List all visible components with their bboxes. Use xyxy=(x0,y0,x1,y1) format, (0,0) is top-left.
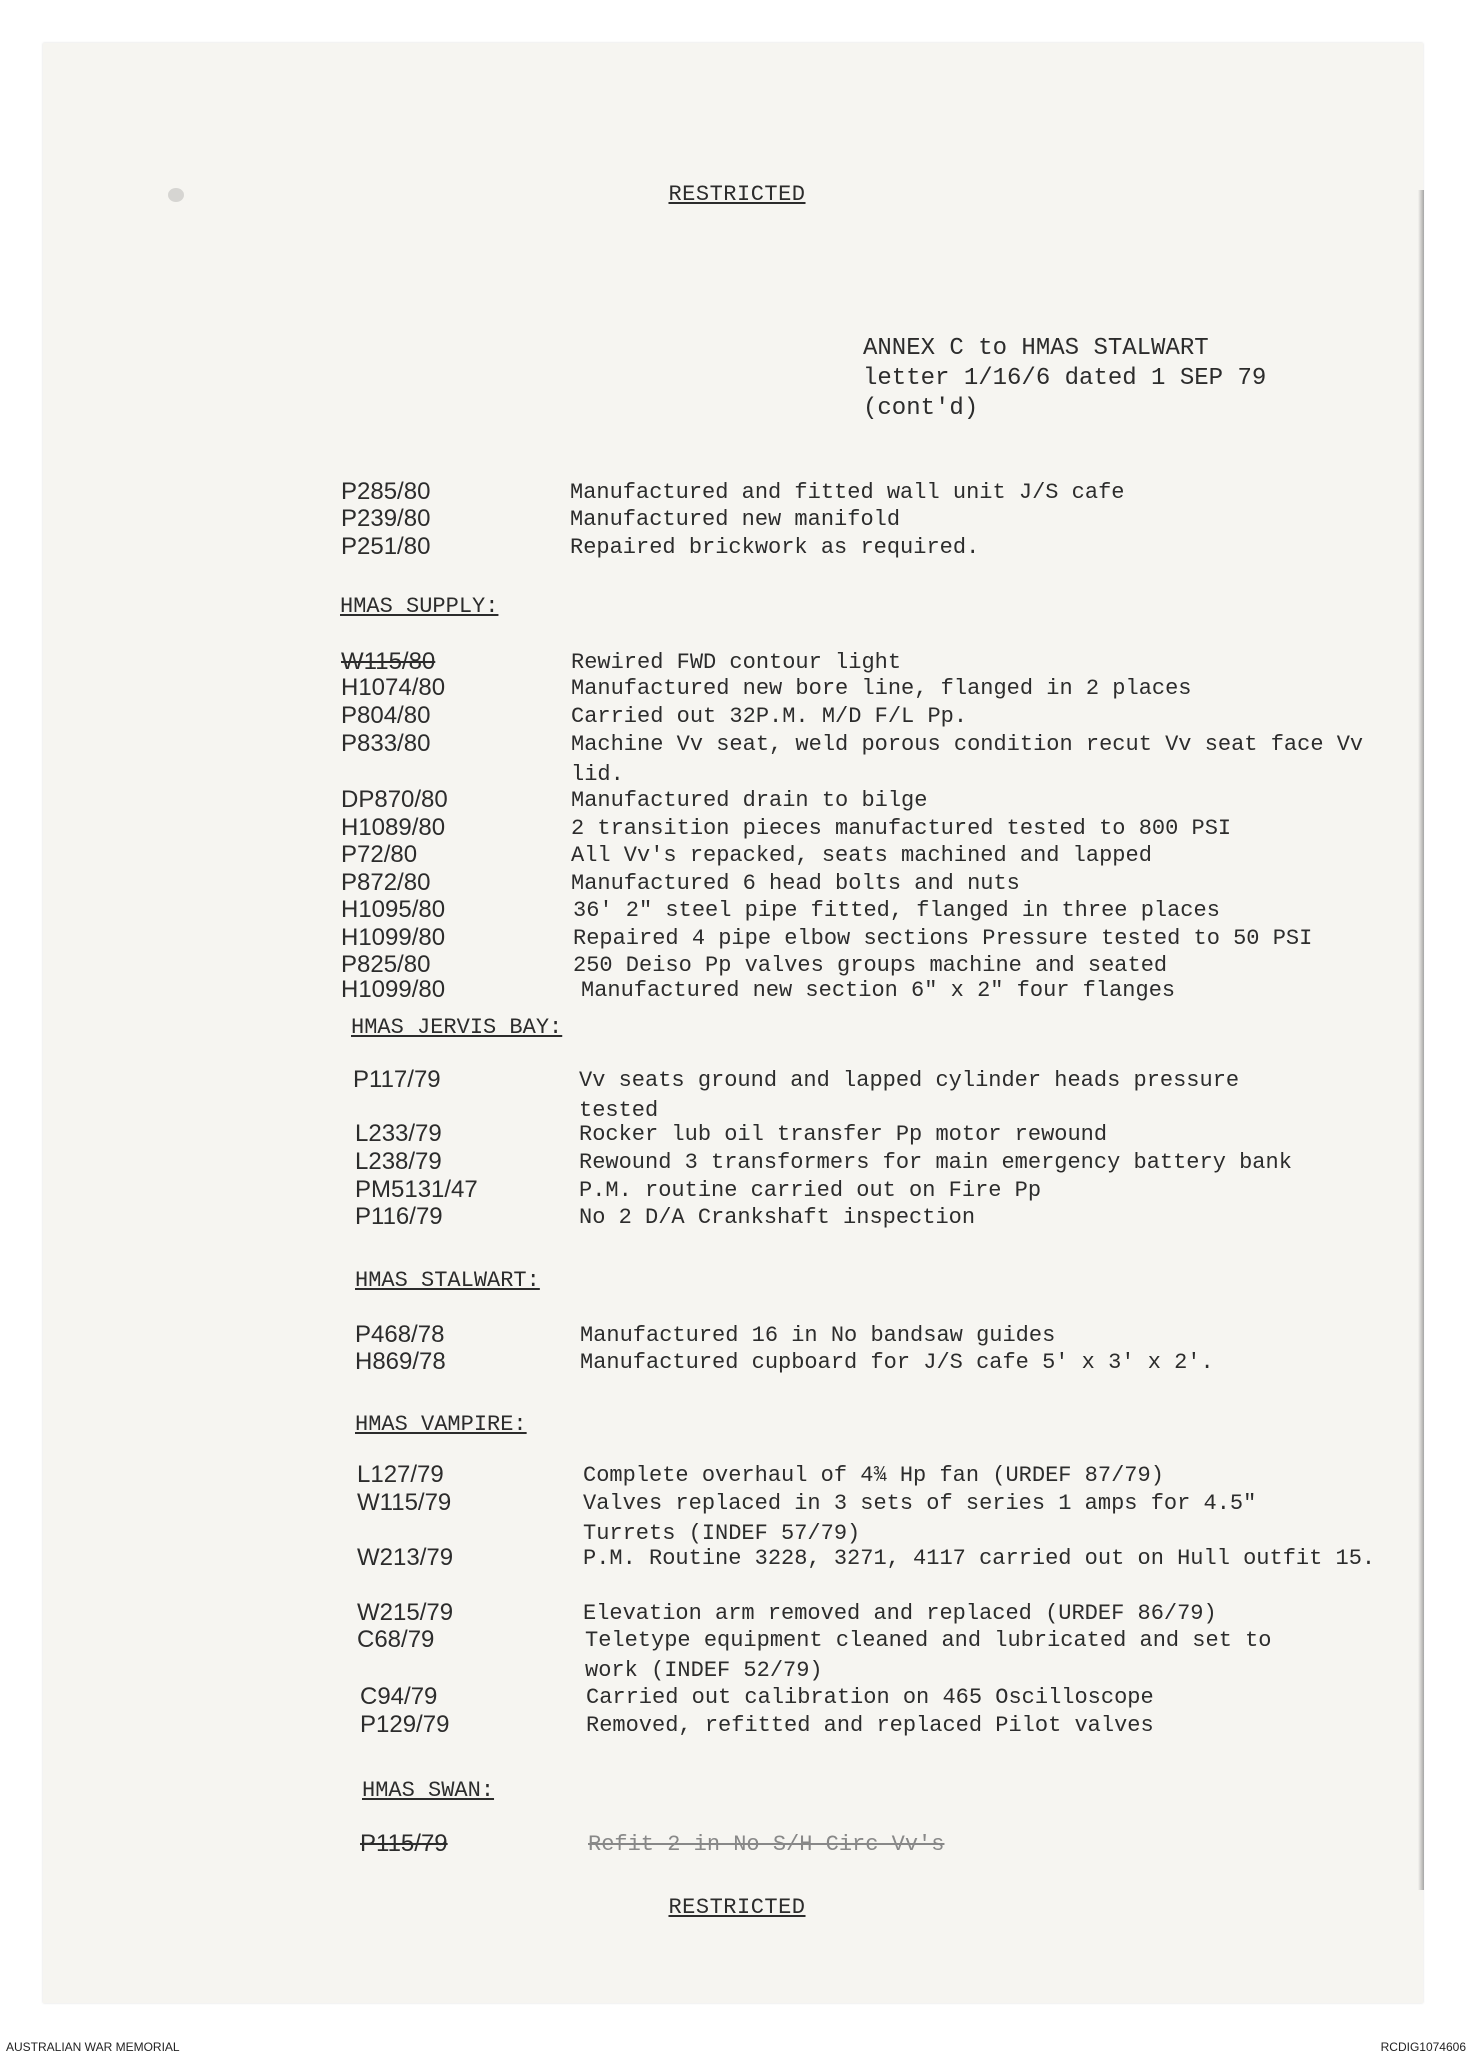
job-code: H869/78 xyxy=(355,1348,446,1375)
job-description: P.M. Routine 3228, 3271, 4117 carried out on Hull outfit 15. xyxy=(583,1546,1376,1571)
job-description: Rocker lub oil transfer Pp motor rewound xyxy=(579,1122,1108,1147)
job-description: Rewound 3 transformers for main emergency battery bank xyxy=(579,1150,1292,1175)
page-edge-shadow xyxy=(1418,190,1424,1890)
job-code: H1099/80 xyxy=(341,924,446,951)
job-code: P251/80 xyxy=(341,533,431,560)
job-description: Manufactured new bore line, flanged in 2 places xyxy=(571,676,1192,701)
job-description: Manufactured new manifold xyxy=(570,507,901,532)
archive-credit: AUSTRALIAN WAR MEMORIAL xyxy=(6,2040,180,2054)
job-description: Manufactured 16 in No bandsaw guides xyxy=(580,1323,1056,1348)
job-code: P129/79 xyxy=(360,1711,450,1738)
job-code: W215/79 xyxy=(357,1599,454,1626)
job-code: C94/79 xyxy=(360,1683,438,1710)
job-description: 250 Deiso Pp valves groups machine and seated xyxy=(573,953,1168,978)
job-code: H1074/80 xyxy=(341,674,446,701)
job-description: Machine Vv seat, weld porous condition recut Vv seat face Vv lid. xyxy=(571,732,1364,787)
job-code: L238/79 xyxy=(355,1148,442,1175)
job-code: PM5131/47 xyxy=(355,1176,478,1203)
section-heading-supply: HMAS SUPPLY: xyxy=(340,594,499,619)
job-description: Manufactured and fitted wall unit J/S cafe xyxy=(570,480,1125,505)
job-description: Elevation arm removed and replaced (URDEF 86/79) xyxy=(583,1601,1217,1626)
job-description: Complete overhaul of 4¾ Hp fan (URDEF 87/79) xyxy=(583,1463,1164,1488)
job-description: Manufactured 6 head bolts and nuts xyxy=(571,871,1020,896)
job-code: P468/78 xyxy=(355,1321,445,1348)
job-code: P825/80 xyxy=(341,951,431,978)
job-description: Carried out 32P.M. M/D F/L Pp. xyxy=(571,704,968,729)
job-code: W115/80 xyxy=(341,648,436,675)
reference-line-3: (cont'd) xyxy=(863,395,979,422)
job-description: All Vv's repacked, seats machined and lapped xyxy=(571,843,1152,868)
job-description: P.M. routine carried out on Fire Pp xyxy=(579,1178,1042,1203)
job-code: P239/80 xyxy=(341,505,431,532)
section-heading-swan: HMAS SWAN: xyxy=(362,1778,495,1803)
job-code: L127/79 xyxy=(357,1461,444,1488)
job-description: Repaired brickwork as required. xyxy=(570,535,980,560)
job-code: H1089/80 xyxy=(341,814,446,841)
job-description: No 2 D/A Crankshaft inspection xyxy=(579,1205,976,1230)
security-marking-bottom: RESTRICTED xyxy=(668,1895,806,1920)
job-code: P115/79 xyxy=(360,1830,448,1857)
job-code: P72/80 xyxy=(341,841,418,868)
archive-id: RCDIG1074606 xyxy=(1380,2040,1466,2054)
job-code: H1095/80 xyxy=(341,896,446,923)
job-code: W213/79 xyxy=(357,1544,454,1571)
job-code: P872/80 xyxy=(341,869,431,896)
job-code: P116/79 xyxy=(355,1203,443,1230)
job-description: Refit 2 in No S/H Circ Vv's xyxy=(588,1832,945,1857)
reference-line-1: ANNEX C to HMAS STALWART xyxy=(863,335,1209,362)
reference-line-2: letter 1/16/6 dated 1 SEP 79 xyxy=(863,365,1267,392)
annex-reference xyxy=(863,334,1266,424)
job-description: Carried out calibration on 465 Oscilloscope xyxy=(586,1685,1154,1710)
job-code: W115/79 xyxy=(357,1489,452,1516)
job-code: DP870/80 xyxy=(341,786,448,813)
job-description: Removed, refitted and replaced Pilot valves xyxy=(586,1713,1154,1738)
job-description: Manufactured new section 6" x 2" four flanges xyxy=(581,978,1176,1003)
section-heading-vampire: HMAS VAMPIRE: xyxy=(355,1412,527,1437)
job-code: L233/79 xyxy=(355,1120,442,1147)
job-code: P804/80 xyxy=(341,702,431,729)
section-heading-jervis-bay: HMAS JERVIS BAY: xyxy=(351,1015,563,1040)
job-description: Manufactured cupboard for J/S cafe 5' x 3' x 2'. xyxy=(580,1350,1214,1375)
security-marking-top: RESTRICTED xyxy=(668,182,806,207)
job-description: Manufactured drain to bilge xyxy=(571,788,928,813)
job-code: H1099/80 xyxy=(341,976,446,1003)
job-description: 2 transition pieces manufactured tested to 800 PSI xyxy=(571,816,1232,841)
job-description: 36' 2" steel pipe fitted, flanged in three places xyxy=(573,898,1220,923)
job-code: C68/79 xyxy=(357,1626,435,1653)
job-description: Vv seats ground and lapped cylinder heads pressure tested xyxy=(579,1068,1240,1123)
job-description: Rewired FWD contour light xyxy=(571,650,902,675)
job-code: P117/79 xyxy=(353,1066,441,1093)
section-heading-stalwart: HMAS STALWART: xyxy=(355,1268,540,1293)
job-description: Repaired 4 pipe elbow sections Pressure tested to 50 PSI xyxy=(573,926,1313,951)
job-code: P285/80 xyxy=(341,478,431,505)
job-description: Teletype equipment cleaned and lubricated and set to work (INDEF 52/79) xyxy=(585,1628,1272,1683)
job-description: Valves replaced in 3 sets of series 1 amps for 4.5" Turrets (INDEF 57/79) xyxy=(583,1491,1257,1546)
job-code: P833/80 xyxy=(341,730,431,757)
